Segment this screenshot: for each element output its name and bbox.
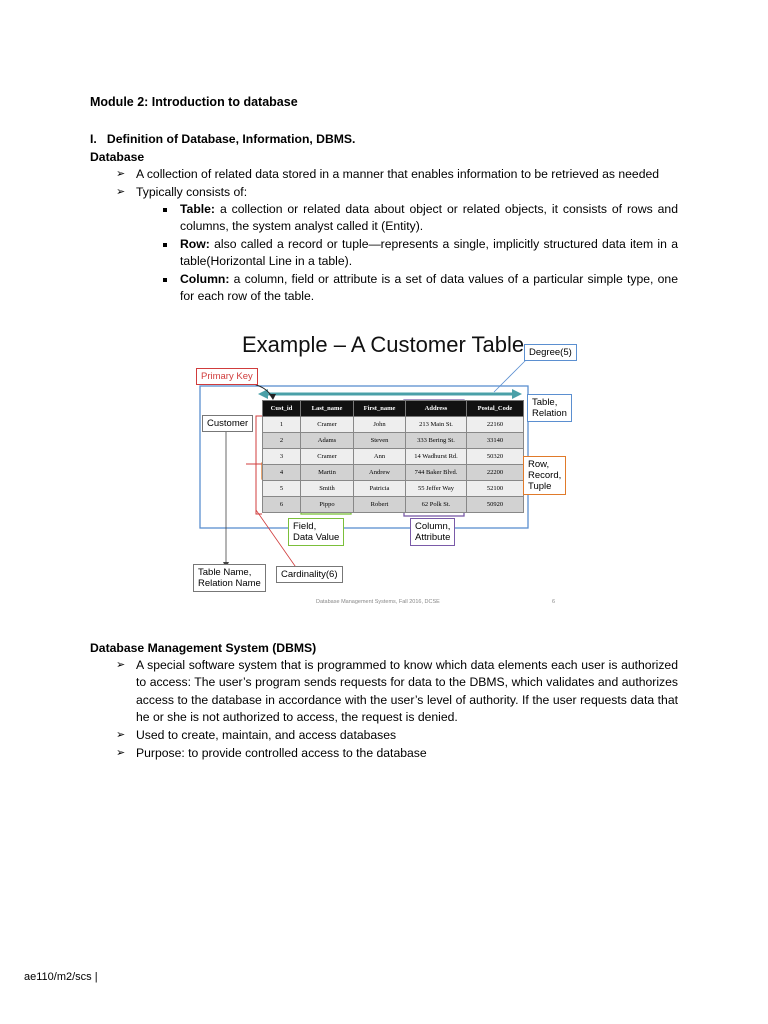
cell: 50320 [467,449,524,465]
cell: 213 Main St. [406,417,467,433]
text-table: a collection or related data about object or related objects, it consists of rows and columns, the system analyst called it (Entity). [180,202,678,234]
db-bullet-2: Typically consists of: [136,185,248,199]
dbms-heading: Database Management System (DBMS) [90,641,317,655]
column-label: Column, Attribute [410,518,455,546]
dbms-bullet-3: Purpose: to provide controlled access to the database [136,746,427,760]
table-row [263,481,524,497]
field-label: Field, Data Value [288,518,344,546]
cell: 5 [263,481,301,497]
primary-key-label: Primary Key [196,368,258,385]
cell: Robert [354,497,406,513]
arrow-bullet-icon: ➢ [116,729,126,741]
cell: Andrew [354,465,406,481]
row-definition [180,236,678,271]
term-column: Column: [180,272,230,286]
diagram-title: Example – A Customer Table [242,332,525,357]
page-footer: ae110/m2/scs | [24,971,98,983]
cell: 50920 [467,497,524,513]
term-table: Table: [180,202,215,216]
arrow-bullet-icon: ➢ [116,659,126,671]
slide-page-number: 6 [552,599,556,605]
cell: Pippo [301,497,354,513]
cell: Ann [354,449,406,465]
cell: 55 Jeffer Way [406,481,467,497]
term-row: Row: [180,237,210,251]
degree-label: Degree(5) [524,344,577,361]
cell: 4 [263,465,301,481]
table-definition [180,201,678,236]
cell: 22160 [467,417,524,433]
cell: Martin [301,465,354,481]
table-name-label: Table Name, Relation Name [193,564,266,592]
table-row [263,465,524,481]
cell: Adams [301,433,354,449]
cell: Steven [354,433,406,449]
cell: 62 Polk St. [406,497,467,513]
cell: John [354,417,406,433]
database-heading: Database [90,150,145,164]
cell: 52100 [467,481,524,497]
degree-pointer [494,360,526,392]
slide-footer-text: Database Management Systems, Fall 2016, DCSE [316,599,440,605]
col-header-address: Address [406,401,467,417]
square-bullet-icon [163,278,167,282]
dbms-bullet-1: A special software system that is programmed to know which data elements each user is authorized to access: The user’s program sends requests for data to the DBMS, which validates and authorizes access to the database in accordance with the user’s level of authority. If the user requests data that he or she is not authorized to access, the request is denied. [136,658,678,724]
cell: 22200 [467,465,524,481]
cell: Cramer [301,449,354,465]
table-row [263,417,524,433]
table-row [263,497,524,513]
text-column: a column, field or attribute is a set of data values of a particular simple type, one for each row of the table. [180,272,678,304]
square-bullet-icon [163,208,167,212]
cell: 3 [263,449,301,465]
table-relation-label: Table, Relation [527,394,572,422]
arrow-bullet-icon: ➢ [116,747,126,759]
customer-label: Customer [202,415,253,432]
cell: Patricia [354,481,406,497]
col-header-first-name: First_name [354,401,406,417]
cell: 6 [263,497,301,513]
customer-table [262,400,524,513]
cell: Cramer [301,417,354,433]
module-title: Module 2: Introduction to database [90,95,298,109]
col-header-postal-code: Postal_Code [467,401,524,417]
cell: 33140 [467,433,524,449]
table-header-row [263,401,524,417]
arrow-bullet-icon: ➢ [116,168,126,180]
section-title: I. Definition of Database, Information, DBMS. [90,132,356,146]
degree-arrow-right-icon [512,389,522,399]
square-bullet-icon [163,243,167,247]
arrow-bullet-icon: ➢ [116,186,126,198]
table-row [263,449,524,465]
cell: 744 Baker Blvd. [406,465,467,481]
text-row: also called a record or tuple—represents a single, implicitly structured data item in a table(Horizontal Line in a table). [180,237,678,269]
cell: 333 Bering St. [406,433,467,449]
cardinality-label: Cardinality(6) [276,566,343,583]
col-header-cust-id: Cust_id [263,401,301,417]
row-record-label: Row, Record, Tuple [523,456,566,495]
dbms-bullet-2: Used to create, maintain, and access databases [136,728,397,742]
db-bullet-1: A collection of related data stored in a manner that enables information to be retrieved as needed [136,167,660,181]
col-header-last-name: Last_name [301,401,354,417]
cell: 2 [263,433,301,449]
customer-table-diagram [180,328,600,608]
table-row [263,433,524,449]
cell: Smith [301,481,354,497]
cell: 14 Wadhurst Rd. [406,449,467,465]
column-definition [180,271,678,306]
cell: 1 [263,417,301,433]
